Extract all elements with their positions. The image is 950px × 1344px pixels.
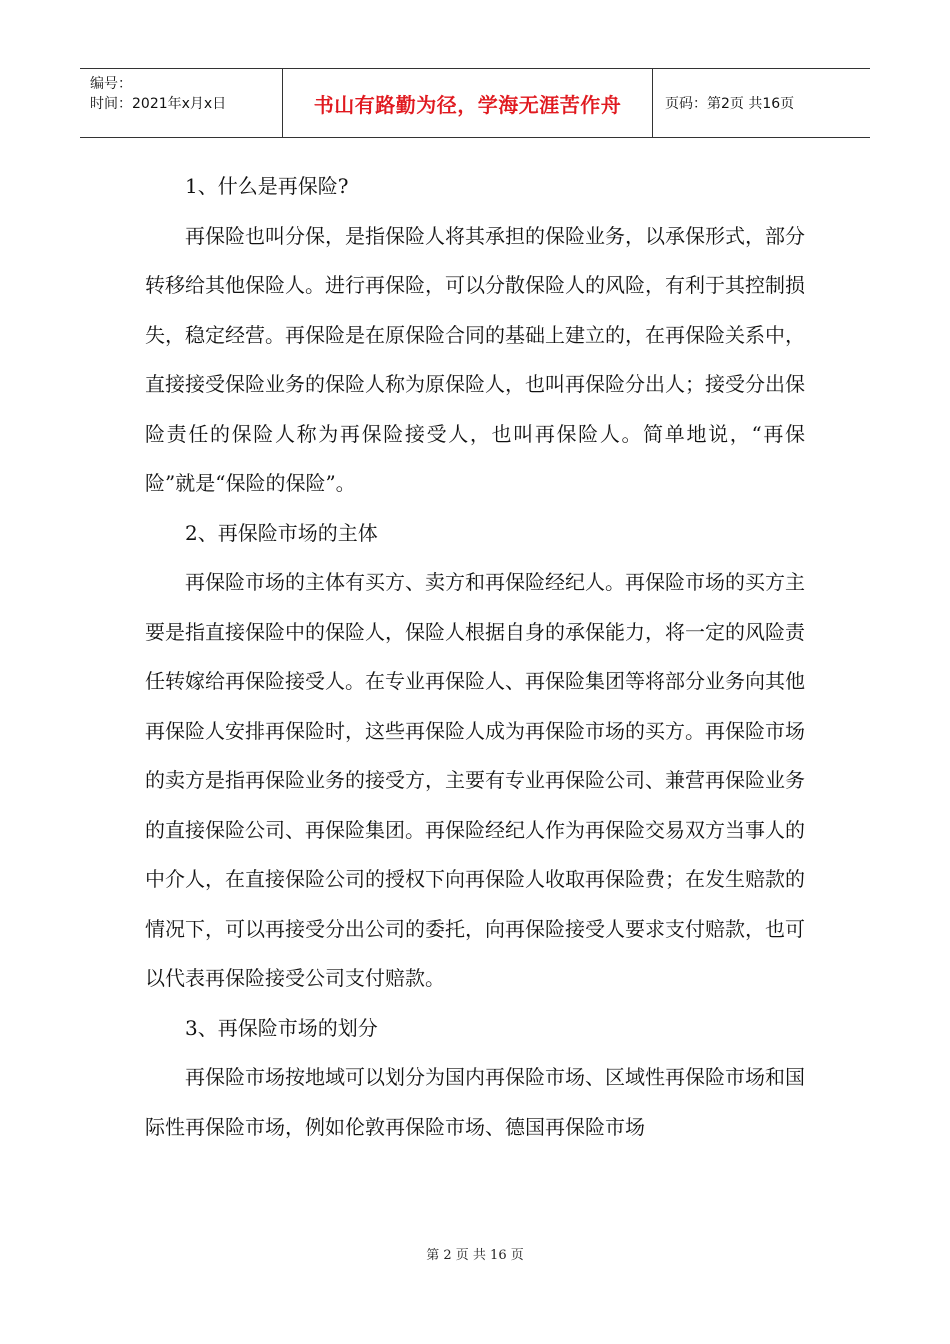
section-paragraph-3: 再保险市场按地域可以划分为国内再保险市场、区域性再保险市场和国际性再保险市场，例如伦敦再保险市场、德国再保险市场 xyxy=(145,1065,805,1139)
page-footer: 第 2 页 共 16 页 xyxy=(426,1248,524,1263)
section-paragraph-1: 再保险也叫分保，是指保险人将其承担的保险业务，以承保形式，部分转移给其他保险人。进行再保险，可以分散保险人的风险，有利于其控制损失，稳定经营。再保险是在原保险合同的基础上建立的，在再保险关系中，直接接受保险业务的保险人称为原保险人，也叫再保险分出人；接受分出保险责任的保险人称为再保险接受人，也叫再保险人。简单地说，“再保险”就是“保险的保险”。 xyxy=(145,223,805,495)
header-motto: 书山有路勤为径，学海无涯苦作舟 xyxy=(313,92,622,117)
page-header xyxy=(80,68,870,138)
section-heading-1: 1、什么是再保险? xyxy=(185,174,349,198)
header-motto-cell xyxy=(283,69,653,137)
header-meta-cell xyxy=(80,69,283,137)
header-page-info: 页码：第2页 共16页 xyxy=(665,96,795,112)
document-date-label: 时间：2021年x月x日 xyxy=(90,96,227,112)
document-number-label: 编号： xyxy=(90,76,132,92)
document-body xyxy=(145,162,805,1152)
section-heading-2: 2、再保险市场的主体 xyxy=(185,520,378,545)
section-paragraph-2: 再保险市场的主体有买方、卖方和再保险经纪人。再保险市场的买方主要是指直接保险中的保险人，保险人根据自身的承保能力，将一定的风险责任转嫁给再保险接受人。在专业再保险人、再保险集团等将部分业务向其他再保险人安排再保险时，这些再保险人成为再保险市场的买方。再保险市场的卖方是指再保险业务的接受方，主要有专业再保险公司、兼营再保险业务的直接保险公司、再保险集团。再保险经纪人作为再保险交易双方当事人的中介人，在直接保险公司的授权下向再保险人收取再保险费；在发生赔款的情况下，可以再接受分出公司的委托，向再保险接受人要求支付赔款，也可以代表再保险接受公司支付赔款。 xyxy=(145,570,805,990)
header-page-cell xyxy=(653,69,870,137)
section-heading-3: 3、再保险市场的划分 xyxy=(185,1015,378,1040)
